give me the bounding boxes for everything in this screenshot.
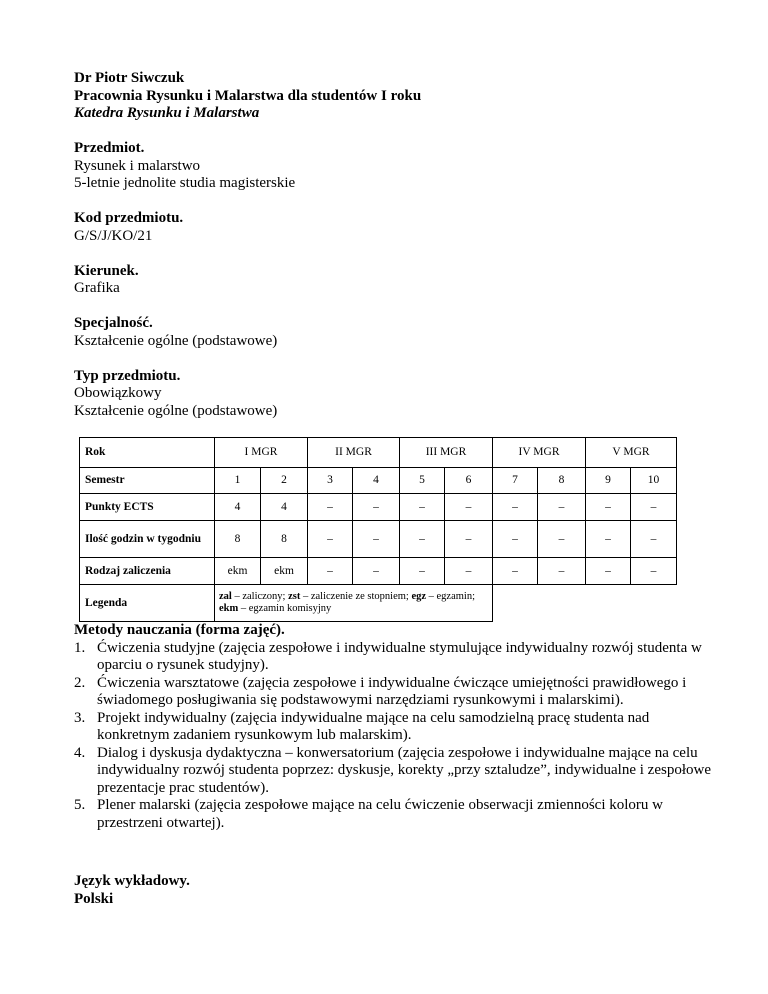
table-cell: –	[538, 521, 586, 558]
section-specialty	[74, 315, 714, 350]
study-plan-table	[79, 437, 677, 622]
section-line: Kształcenie ogólne (podstawowe)	[74, 332, 278, 349]
table-cell: –	[631, 521, 677, 558]
list-item	[74, 640, 714, 675]
table-cell: 9	[586, 468, 631, 494]
list-number: 2.	[74, 674, 86, 691]
row-label: Punkty ECTS	[80, 494, 215, 521]
table-cell: 1	[215, 468, 261, 494]
year-cell: III MGR	[400, 438, 493, 468]
section-type	[74, 368, 714, 421]
table-cell: –	[586, 521, 631, 558]
table-cell: 5	[400, 468, 445, 494]
list-number: 3.	[74, 709, 86, 726]
table-cell: –	[353, 521, 400, 558]
table-cell: –	[353, 558, 400, 585]
legend-term: zal	[219, 590, 232, 602]
table-row	[80, 558, 677, 585]
row-label: Ilość godzin w tygodniu	[80, 521, 215, 558]
legend-term: zst	[288, 590, 301, 602]
table-cell: 6	[445, 468, 493, 494]
year-label: Rok	[80, 438, 215, 468]
table-cell: –	[538, 494, 586, 521]
language-value: Polski	[74, 890, 114, 907]
language-heading: Język wykładowy.	[74, 873, 190, 889]
legend-label: Legenda	[80, 585, 215, 622]
section-direction	[74, 263, 714, 298]
table-cell: 4	[215, 494, 261, 521]
table-cell: 8	[538, 468, 586, 494]
table-cell: –	[445, 521, 493, 558]
list-number: 1.	[74, 639, 86, 656]
section-subject	[74, 140, 714, 193]
section-heading: Kierunek.	[74, 262, 139, 279]
section-code	[74, 210, 714, 245]
list-text: Dialog i dyskusja dydaktyczna – konwersatorium (zajęcia zespołowe i indywidualne mające na celu indywidualny rozwój studenta poprzez: dyskusje, korekty „przy sztaludze”, indywidualne i zespołowe prezentacje prac studentów).	[97, 744, 711, 796]
table-cell: 4	[353, 468, 400, 494]
table-row	[80, 494, 677, 521]
legend-desc: – egzamin komisyjny	[238, 603, 332, 614]
legend-desc: – egzamin;	[426, 590, 475, 602]
table-cell: –	[445, 558, 493, 585]
section-line: Obowiązkowy	[74, 385, 162, 401]
table-cell: –	[586, 558, 631, 585]
row-label: Rodzaj zaliczenia	[80, 558, 215, 585]
table-cell: ekm	[261, 558, 308, 585]
table-cell: –	[308, 558, 353, 585]
table-cell: –	[493, 558, 538, 585]
list-item	[74, 797, 714, 832]
list-number: 4.	[74, 744, 86, 761]
section-heading: Przedmiot.	[74, 140, 145, 156]
author-name: Dr Piotr Siwczuk	[74, 70, 185, 86]
table-cell: 7	[493, 468, 538, 494]
table-cell: –	[400, 521, 445, 558]
table-row	[80, 585, 677, 622]
year-cell: I MGR	[215, 438, 308, 468]
year-cell: V MGR	[586, 438, 677, 468]
language-section	[74, 873, 190, 908]
table-cell: –	[631, 558, 677, 585]
table-cell: 8	[215, 521, 261, 558]
list-text: Ćwiczenia warsztatowe (zajęcia zespołowe i indywidualne ćwiczące umiejętności prawidłowego i świadomego posługiwania się podstawowymi narzędziami rysunkowymi i malarskimi).	[97, 674, 687, 708]
table-cell: –	[493, 521, 538, 558]
methods-section	[74, 622, 714, 832]
section-line: Rysunek i malarstwo	[74, 157, 201, 174]
legend-desc: – zaliczenie ze stopniem;	[300, 590, 412, 602]
section-line: 5-letnie jednolite studia magisterskie	[74, 175, 296, 191]
table-cell: –	[308, 521, 353, 558]
table-cell: 3	[308, 468, 353, 494]
table-cell: 10	[631, 468, 677, 494]
list-item	[74, 710, 714, 745]
department-name: Katedra Rysunku i Malarstwa	[74, 105, 260, 121]
list-text: Plener malarski (zajęcia zespołowe mające na celu ćwiczenie obserwacji zmienności koloru w przestrzeni otwartej).	[97, 797, 663, 831]
section-heading: Kod przedmiotu.	[74, 210, 184, 226]
table-row	[80, 468, 677, 494]
list-number: 5.	[74, 797, 86, 813]
table-cell: –	[586, 494, 631, 521]
legend-desc: – zaliczony;	[231, 590, 289, 602]
table-cell: –	[631, 494, 677, 521]
row-label: Semestr	[80, 468, 215, 494]
table-cell: –	[308, 494, 353, 521]
table-cell: –	[400, 558, 445, 585]
table-cell: 4	[261, 494, 308, 521]
list-item	[74, 675, 714, 710]
table-cell: –	[353, 494, 400, 521]
list-text: Projekt indywidualny (zajęcia indywidualne mające na celu samodzielną pracę studenta nad konkretnym zadaniem rysunkowym lub malarskim).	[97, 709, 650, 743]
legend-term: egz	[411, 590, 427, 602]
section-line: G/S/J/KO/21	[74, 227, 153, 244]
methods-list	[74, 640, 714, 833]
table-cell: ekm	[215, 558, 261, 585]
year-cell: II MGR	[308, 438, 400, 468]
header-block	[74, 70, 714, 123]
legend-term: ekm	[219, 603, 239, 614]
table-cell: 8	[261, 521, 308, 558]
table-cell: –	[493, 494, 538, 521]
section-line: Grafika	[74, 280, 120, 296]
table-cell: 2	[261, 468, 308, 494]
blank-cell	[493, 585, 677, 622]
legend-text	[215, 585, 493, 622]
section-line: Kształcenie ogólne (podstawowe)	[74, 402, 278, 419]
table-cell: –	[445, 494, 493, 521]
table-cell: –	[400, 494, 445, 521]
methods-heading: Metody nauczania (forma zajęć).	[74, 622, 285, 638]
table-row	[80, 521, 677, 558]
year-cell: IV MGR	[493, 438, 586, 468]
studio-name: Pracownia Rysunku i Malarstwa dla studentów I roku	[74, 87, 422, 104]
section-heading: Specjalność.	[74, 315, 153, 331]
list-item	[74, 745, 714, 798]
table-cell: –	[538, 558, 586, 585]
section-heading: Typ przedmiotu.	[74, 367, 181, 384]
table-row	[80, 438, 677, 468]
document-body	[74, 70, 714, 420]
list-text: Ćwiczenia studyjne (zajęcia zespołowe i indywidualne stymulujące indywidualny rozwój studenta w oparciu o rysunek studyjny).	[97, 639, 702, 673]
